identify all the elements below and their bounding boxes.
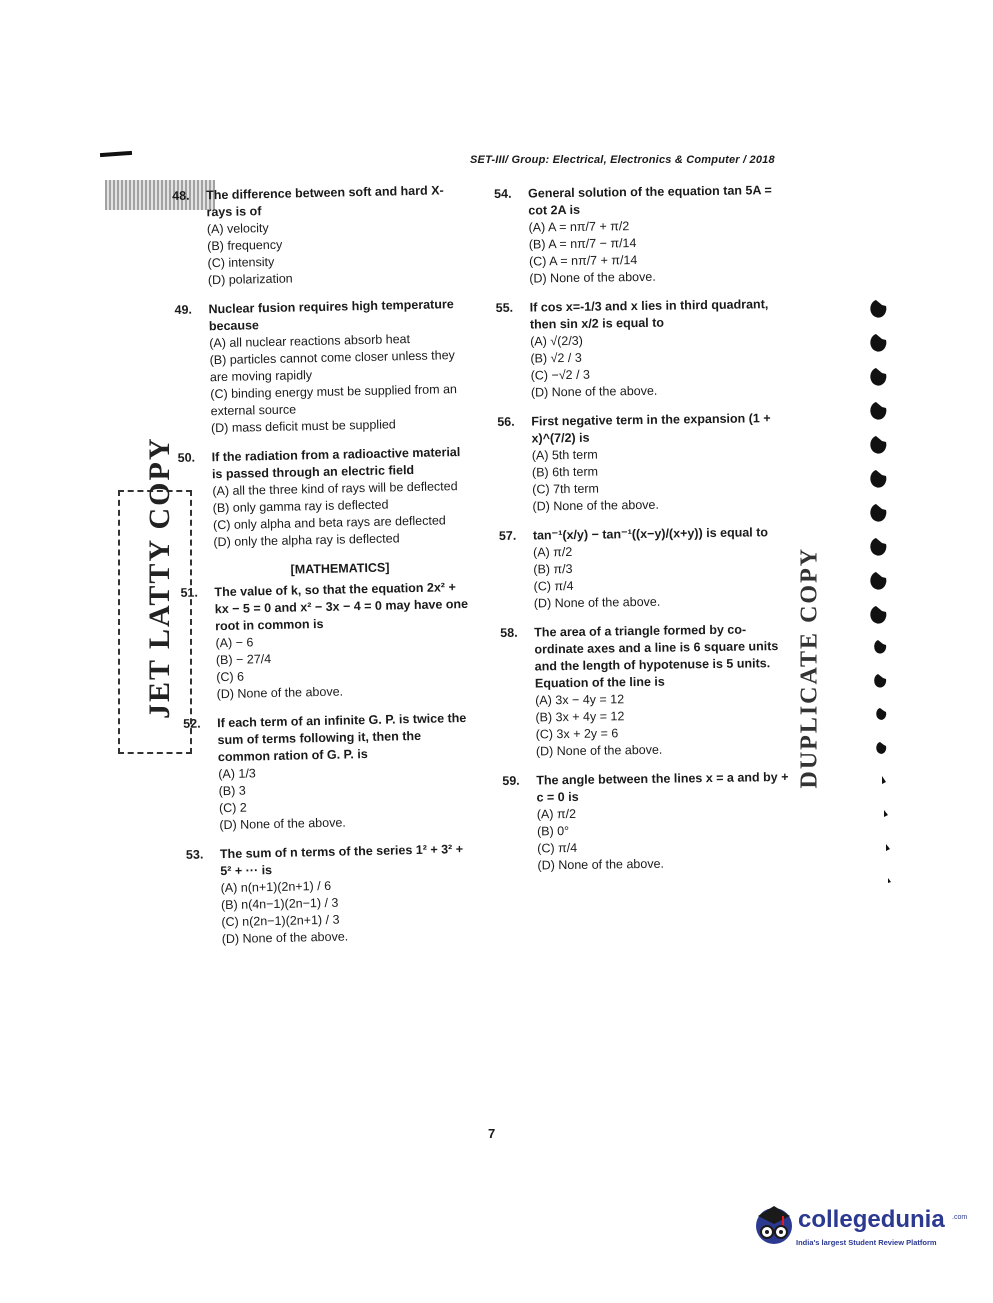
mascot-icon	[752, 1202, 796, 1252]
answer-option: (D) polarization	[207, 271, 293, 288]
question-text: Nuclear fusion requires high temperature because	[208, 297, 454, 334]
answer-option: (D) only the alpha ray is deflected	[213, 531, 400, 550]
answer-option: (B) 3x + 4y = 12	[535, 709, 625, 725]
answer-option: (B) n(4n−1)(2n−1) / 3	[220, 895, 339, 913]
question-header	[500, 621, 791, 693]
answer-option: (C) 6	[216, 669, 245, 685]
binding-holes	[862, 300, 902, 920]
question-text: The value of k, so that the equation 2x² + kx − 5 = 0 and x² − 3x − 4 = 0 may have one root in common is	[214, 580, 469, 634]
answer-option: (D) None of the above.	[216, 684, 344, 702]
question-block	[500, 621, 792, 761]
logo-suffix: .com	[952, 1214, 968, 1221]
top-rule-mark	[100, 151, 132, 157]
question-header	[183, 710, 474, 767]
question-block	[177, 444, 469, 552]
question-block	[499, 524, 790, 613]
answer-option: (D) None of the above.	[530, 383, 658, 400]
answer-option: (A) √(2/3)	[530, 333, 583, 349]
collegedunia-logo[interactable]	[752, 1200, 968, 1256]
answer-option: (C) π/4	[537, 840, 578, 856]
answer-option: (A) all the three kind of rays will be deflected	[212, 479, 458, 499]
answer-option: (C) 2	[218, 800, 247, 816]
section-heading: [MATHEMATICS]	[290, 560, 390, 577]
question-header	[494, 182, 784, 220]
right-question-column	[494, 182, 794, 887]
answer-option: (A) all nuclear reactions absorb heat	[209, 332, 411, 351]
answer-option: (C) intensity	[207, 254, 275, 271]
question-text: If each term of an infinite G. P. is twice the sum of terms following it, then the common ration of G. P. is	[217, 710, 467, 765]
question-block	[497, 410, 788, 516]
answer-option: (A) A = nπ/7 + π/2	[528, 219, 630, 235]
question-text: If cos x=-1/3 and x lies in third quadrant, then sin x/2 is equal to	[529, 297, 769, 332]
answer-option: (A) n(n+1)(2n+1) / 6	[220, 878, 332, 896]
answer-option: (D) None of the above.	[221, 929, 349, 947]
answer-option: (B) particles cannot come closer unless they are moving rapidly	[209, 348, 455, 385]
answer-option: (A) 1/3	[218, 766, 256, 782]
answer-option: (D) mass deficit must be supplied	[210, 417, 396, 436]
question-text: If the radiation from a radioactive material is passed through an electric field	[211, 445, 461, 482]
answer-option: (C) π/4	[533, 578, 574, 594]
question-block	[186, 841, 478, 949]
answer-option: (A) 5th term	[531, 447, 598, 463]
answer-option: (B) √2 / 3	[530, 350, 582, 366]
question-text: The angle between the lines x = a and by + c = 0 is	[536, 769, 789, 805]
answer-option: (D) None of the above.	[529, 269, 656, 286]
answer-option: (C) A = nπ/7 + π/14	[528, 253, 638, 269]
left-question-column	[172, 182, 478, 961]
question-text: The difference between soft and hard X-rays is of	[206, 183, 444, 220]
answer-option: (B) 6th term	[531, 464, 599, 480]
question-header	[186, 841, 477, 881]
answer-option: (A) − 6	[215, 635, 254, 651]
question-number: 59.	[502, 773, 520, 788]
page-header: SET-III/ Group: Electrical, Electronics & Computer / 2018	[470, 154, 775, 166]
question-number: 55.	[495, 300, 514, 315]
question-block	[180, 579, 472, 704]
question-number: 52.	[183, 716, 201, 731]
question-block	[494, 182, 785, 288]
answer-option: (B) 3	[218, 783, 246, 799]
question-block	[496, 296, 787, 402]
question-number: 56.	[497, 414, 515, 429]
question-header	[502, 769, 792, 807]
question-header	[172, 182, 463, 222]
answer-option: (B) − 27/4	[215, 652, 272, 668]
question-number: 58.	[500, 625, 518, 640]
answer-option: (B) frequency	[207, 237, 283, 254]
question-number: 53.	[185, 847, 204, 862]
right-stamp	[790, 515, 830, 795]
question-number: 48.	[172, 188, 190, 203]
left-stamp-text: JET LATTY COPY	[143, 436, 176, 719]
answer-option: (D) None of the above.	[535, 742, 663, 759]
answer-option: (A) π/2	[533, 544, 573, 560]
question-number: 49.	[174, 302, 193, 317]
logo-wordmark: collegedunia	[798, 1206, 945, 1233]
question-header	[174, 296, 465, 336]
question-text: General solution of the equation tan 5A = cot 2A is	[528, 183, 772, 218]
question-header	[180, 579, 471, 636]
question-number: 50.	[177, 450, 196, 465]
answer-option: (C) n(2n−1)(2n+1) / 3	[221, 912, 340, 930]
page-number: 7	[488, 1126, 496, 1141]
question-text: The sum of n terms of the series 1² + 3² + 5² + ··· is	[219, 842, 464, 879]
answer-option: (B) only gamma ray is deflected	[212, 497, 389, 516]
answer-option: (C) 7th term	[532, 481, 600, 497]
answer-option: (B) 0°	[536, 824, 570, 839]
answer-option: (A) velocity	[206, 220, 269, 237]
question-text: First negative term in the expansion (1 + x)^(7/2) is	[531, 411, 771, 446]
answer-option: (C) −√2 / 3	[530, 367, 591, 383]
question-block	[172, 182, 464, 290]
answer-option: (D) None of the above.	[537, 856, 665, 873]
answer-option: (C) only alpha and beta rays are deflected	[212, 513, 446, 533]
answer-option: (C) 3x + 2y = 6	[535, 726, 619, 742]
question-block	[174, 296, 467, 438]
logo-tagline: India's largest Student Review Platform	[796, 1238, 937, 1247]
question-number: 51.	[180, 585, 199, 600]
question-text: The area of a triangle formed by co-ordinate axes and a line is 6 square units and the length of hypotenuse is 5 units. Equation of the line is	[534, 622, 779, 691]
question-block	[502, 769, 793, 875]
answer-option: (D) None of the above.	[533, 594, 661, 611]
question-header	[497, 410, 787, 448]
question-number: 57.	[498, 528, 517, 543]
answer-option: (A) π/2	[536, 806, 577, 822]
answer-option: (B) π/3	[533, 561, 573, 577]
binding-holes-graphic	[862, 300, 902, 920]
question-block	[183, 710, 475, 835]
answer-option: (A) 3x − 4y = 12	[535, 692, 625, 708]
answer-option: (D) None of the above.	[219, 815, 346, 833]
answer-option: (C) binding energy must be supplied from an external source	[210, 382, 458, 419]
answer-option: (D) None of the above.	[532, 497, 660, 514]
question-number: 54.	[494, 186, 512, 201]
answer-option: (B) A = nπ/7 − π/14	[528, 236, 637, 252]
question-text: tan⁻¹(x/y) − tan⁻¹((x−y)/(x+y)) is equal to	[532, 525, 769, 543]
right-stamp-text: DUPLICATE COPY	[796, 546, 823, 789]
question-header	[496, 296, 786, 334]
